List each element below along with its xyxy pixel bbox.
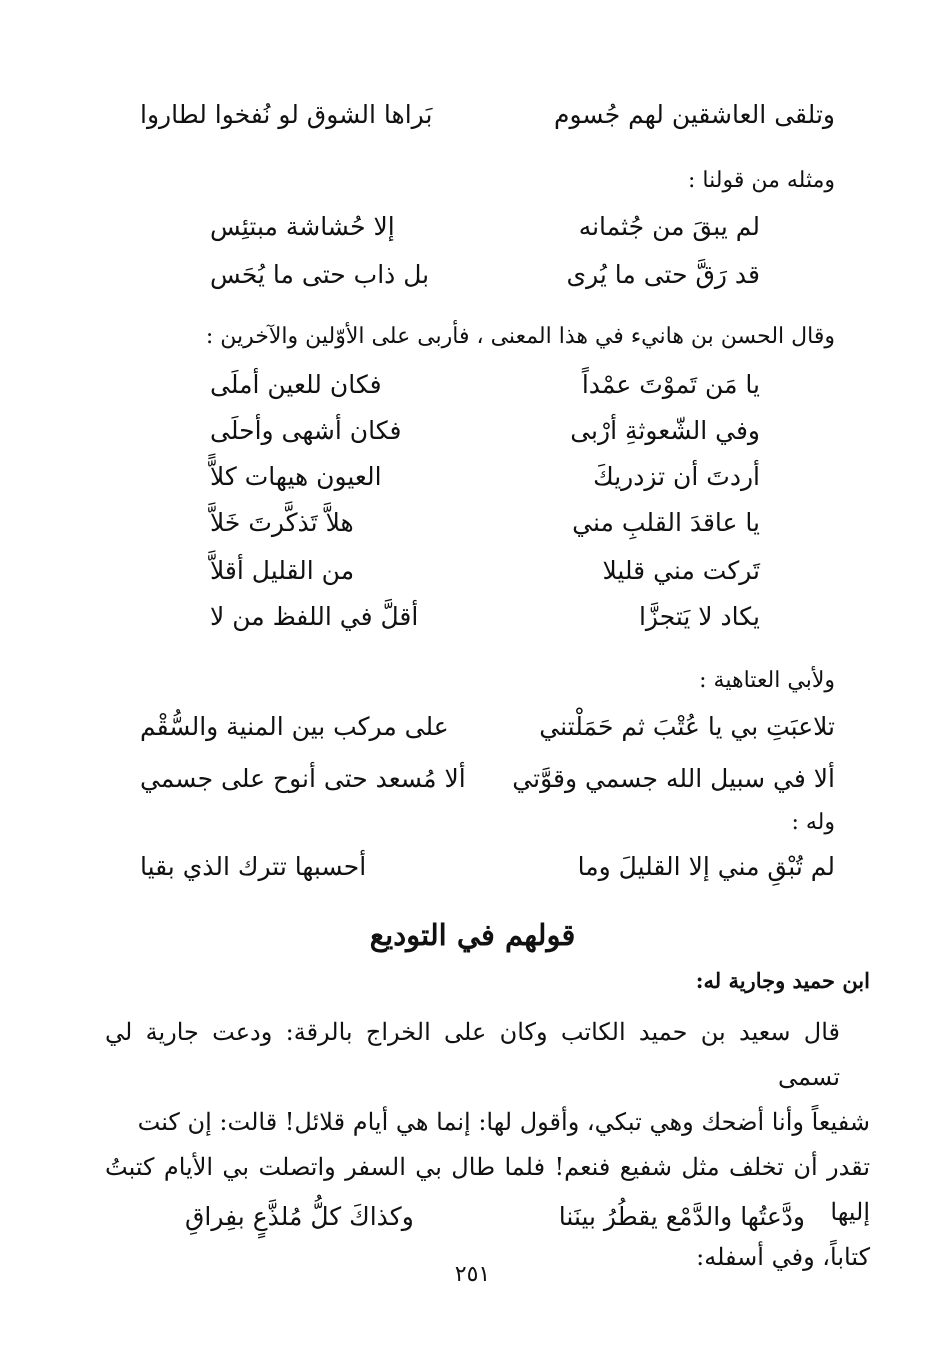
- verse-3-2-right: وفي الشّعوثةِ أرْبى: [570, 416, 760, 445]
- verse-3-4-left: هلاَّ تَذكَّرتَ خَلاَّ: [210, 508, 354, 537]
- intro-text-4: وله :: [791, 810, 835, 835]
- verse-3-4-right: يا عاقدَ القلبِ مني: [572, 508, 760, 537]
- intro-text-3: ولأبي العتاهية :: [699, 668, 835, 693]
- verse-4-1-right: تلاعبَتِ بي يا عُتْبَ ثم حَمَلْتني: [539, 712, 835, 741]
- verse-3-3-right: أردتَ أن تزدريكَ: [593, 462, 760, 491]
- verse-3-1-right: يا مَن تَموْتَ عمْداً: [581, 370, 760, 399]
- intro-text-2: وقال الحسن بن هانيء في هذا المعنى ، فأربى على الأوّلين والآخرين :: [205, 324, 835, 349]
- verse-3-5-left: من القليل أقلاَّ: [210, 556, 355, 585]
- verse-4-2-right: ألا في سبيل الله جسمي وقوَّتي: [512, 764, 835, 793]
- section-heading: قولهم في التوديع: [369, 918, 576, 952]
- verse-2-1-right: لم يبقَ من جُثمانه: [578, 212, 760, 241]
- page-number: ٢٥١: [454, 1262, 491, 1287]
- prose-line: شفيعاً وأنا أضحك وهي تبكي، وأقول لها: إنما هي أيام قلائل! قالت: إن كنت: [137, 1108, 870, 1136]
- verse-3-1-left: فكان للعين أملَى: [210, 370, 382, 399]
- verse-6-left: وكذاكَ كلُّ مُلذَّعٍ بفِراقِ: [185, 1202, 414, 1231]
- verse-3-6-left: أقلَّ في اللفظ من لا: [210, 602, 419, 631]
- verse-4-1-left: على مركب بين المنية والسُّقْم: [140, 712, 449, 741]
- subheading: ابن حميد وجارية له:: [695, 968, 870, 993]
- prose-line: كتاباً، وفي أسفله:: [696, 1243, 870, 1271]
- verse-4-2-left: ألا مُسعد حتى أنوح على جسمي: [140, 764, 466, 793]
- verse-1-right-hemistich: وتلقى العاشقين لهم جُسوم: [554, 100, 835, 129]
- verse-2-2-right: قد رَقَّ حتى ما يُرى: [566, 260, 760, 289]
- verse-2-2-left: بل ذاب حتى ما يُحَس: [210, 260, 430, 289]
- verse-3-6-right: يكاد لا يَتجزَّا: [638, 602, 760, 631]
- prose-paragraph: [105, 1010, 870, 1280]
- verse-2-1-left: إلا حُشاشة مبتئِس: [210, 212, 395, 241]
- prose-line: قال سعيد بن حميد الكاتب وكان على الخراج بالرقة: ودعت جارية لي تسمى: [105, 1018, 840, 1091]
- verse-3-2-left: فكان أشهى وأحلَى: [210, 416, 402, 445]
- verse-5-left: أحسبها تترك الذي بقيا: [140, 852, 367, 881]
- prose-line: تقدر أن تخلف مثل شفيع فنعم! فلما طال بي السفر واتصلت بي الأيام كتبتُ إليها: [105, 1153, 870, 1226]
- intro-text-1: ومثله من قولنا :: [688, 168, 835, 193]
- verse-1-left-hemistich: بَراها الشوق لو نُفخوا لطاروا: [140, 100, 433, 129]
- verse-5-right: لم تُبْقِ مني إلا القليلَ وما: [577, 852, 835, 881]
- verse-6-right: ودَّعتُها والدَّمْع يقطُرُ بينَنا: [558, 1202, 805, 1231]
- verse-3-3-left: العيون هيهات كلاًّ: [210, 462, 382, 491]
- verse-3-5-right: تَركت مني قليلا: [602, 556, 760, 585]
